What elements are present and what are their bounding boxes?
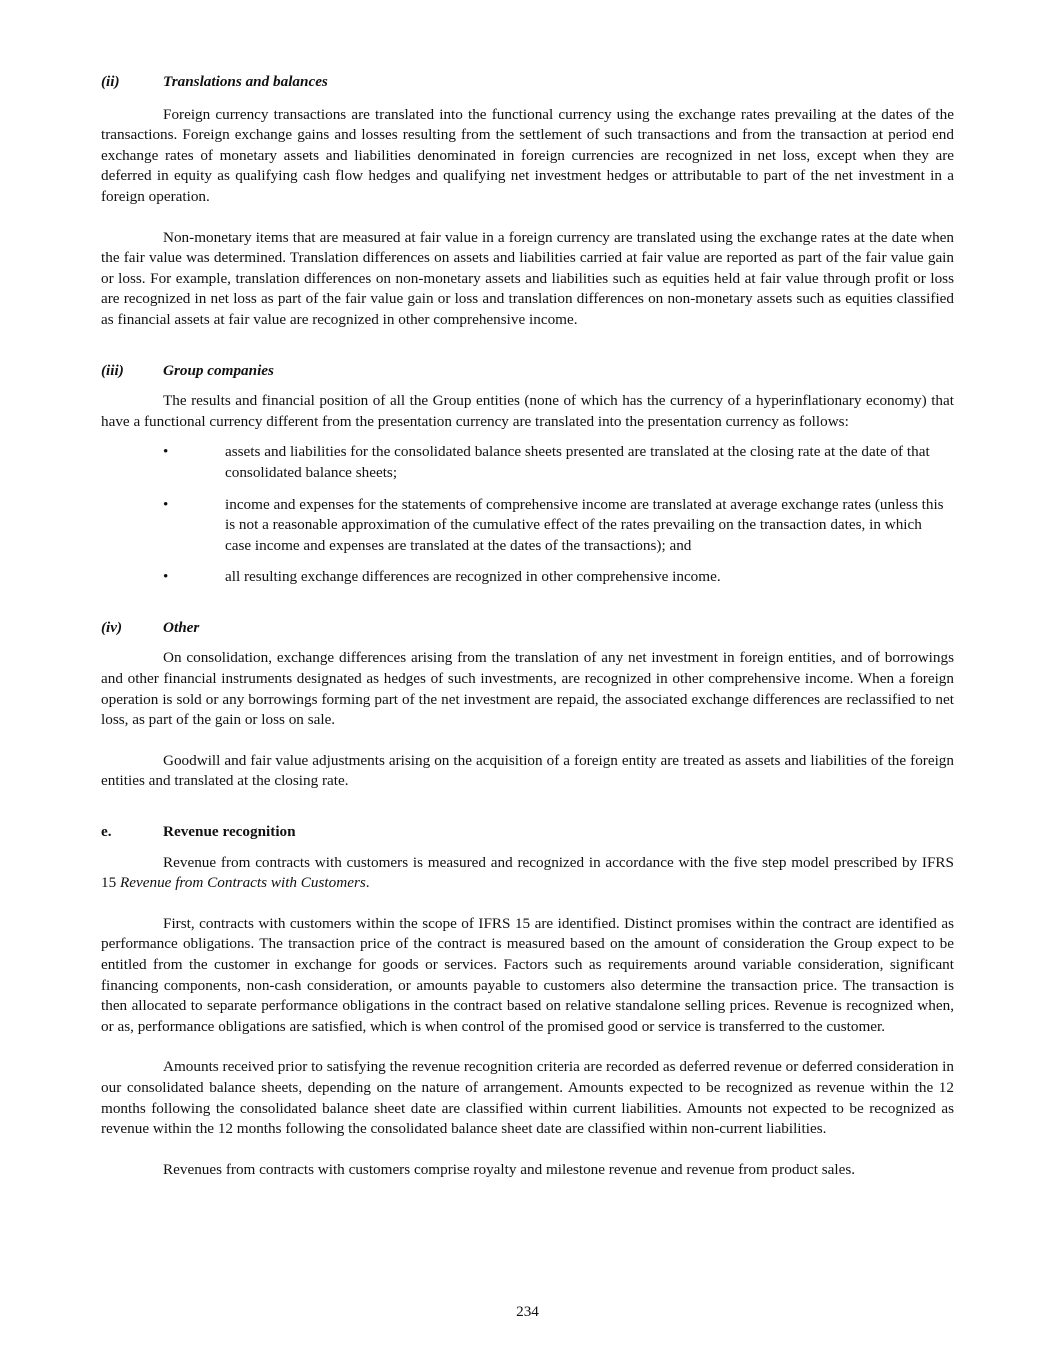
paragraph: The results and financial position of all the Group entities (none of which has the currency of a hyperinflationary economy) that have a functional currency different from the presentation currency are translated into the presentation currency as follows: bbox=[101, 392, 954, 430]
paragraph-text: Revenue from contracts with customers is measured and recognized in accordance with the five step model prescribed by IFRS 15 bbox=[101, 853, 954, 892]
bullet-text: assets and liabilities for the consolidated balance sheets presented are translated at the closing rate at the date of that consolidated balance sheets; bbox=[225, 443, 930, 481]
bullet-marker: • bbox=[163, 495, 169, 513]
paragraph: Revenues from contracts with customers comprise royalty and milestone revenue and revenue from product sales. bbox=[163, 1160, 856, 1178]
section-title: Other bbox=[163, 618, 200, 636]
standard-title: Revenue from Contracts with Customers bbox=[119, 874, 366, 892]
paragraph: First, contracts with customers within the scope of IFRS 15 are identified. Distinct promises within the contract are identified as performance obligations. The transaction price of the contract is measured based on the amount of consideration the Group expect to be entitled from the customer in exchange for goods or services. Factors such as requirements around variable consideration, significant financing components, non-cash consideration, or amounts payable to customers also determine the transaction price. The transaction is then allocated to separate performance obligations in the contract based on relative standalone selling prices. Revenue is recognized when, or as, performance obligations are satisfied, which is when control of the promised good or service is transferred to the customer. bbox=[101, 914, 954, 1035]
bullet-item bbox=[101, 567, 954, 588]
paragraph bbox=[101, 853, 954, 894]
section-title: Group companies bbox=[163, 361, 274, 379]
paragraph: Non-monetary items that are measured at fair value in a foreign currency are translated using the exchange rates at the date when the fair value was determined. Translation differences on assets and liabilities carried at fair value are reported as part of the fair value gain or loss. For example, translation differences on non-monetary assets and liabilities such as equities held at fair value through profit or loss are recognized in net loss as part of the fair value gain or loss and translation differences on non-monetary assets such as equities classified as financial assets at fair value are recognized in other comprehensive income. bbox=[101, 228, 954, 328]
section-heading-other bbox=[101, 618, 954, 639]
bullet-marker: • bbox=[163, 568, 169, 586]
paragraph: Amounts received prior to satisfying the revenue recognition criteria are recorded as deferred revenue or deferred consideration in our consolidated balance sheets, depending on the nature of arrangement. Amounts expected to be recognized as revenue within the 12 months following the consolidated balance sheet date are classified within current liabilities. Amounts not expected to be recognized as revenue within the 12 months following the consolidated balance sheet date are classified within non-current liabilities. bbox=[101, 1058, 954, 1138]
section-heading-group-companies bbox=[101, 361, 954, 382]
section-number: (ii) bbox=[101, 73, 120, 90]
section-heading-revenue-recognition bbox=[101, 822, 954, 843]
section-title: Translations and balances bbox=[163, 73, 328, 90]
section-number: (iv) bbox=[101, 618, 123, 636]
section-title: Revenue recognition bbox=[163, 823, 296, 841]
bullet-marker: • bbox=[163, 443, 169, 461]
bullet-item bbox=[101, 442, 954, 483]
document-page bbox=[101, 72, 954, 1180]
paragraph: Goodwill and fair value adjustments arising on the acquisition of a foreign entity are treated as assets and liabilities of the foreign entities and translated at the closing rate. bbox=[101, 751, 954, 790]
bullet-item bbox=[101, 495, 954, 557]
section-number: e. bbox=[101, 823, 112, 841]
paragraph-text: . bbox=[365, 874, 370, 892]
section-number: (iii) bbox=[101, 361, 124, 379]
paragraph: On consolidation, exchange differences arising from the translation of any net investment in foreign entities, and of borrowings and other financial instruments designated as hedges of such investments, are recognized in other comprehensive income. When a foreign operation is sold or any borrowings forming part of the net investment are repaid, the associated exchange differences are reclassified to net loss, as part of the gain or loss on sale. bbox=[101, 649, 954, 729]
section-heading-translations bbox=[101, 72, 954, 93]
paragraph: Foreign currency transactions are translated into the functional currency using the exchange rates prevailing at the dates of the transactions. Foreign exchange gains and losses resulting from the settlement of such transactions and from the transaction at period end exchange rates of monetary assets and liabilities denominated in foreign currencies are recognized in net loss, except when they are deferred in equity as qualifying cash flow hedges and qualifying net investment hedges or attributable to part of the net investment in a foreign operation. bbox=[101, 105, 954, 205]
page-number: 234 bbox=[516, 1303, 539, 1320]
bullet-text: income and expenses for the statements of comprehensive income are translated at average exchange rates (unless this is not a reasonable approximation of the cumulative effect of the rates prevailing on the transaction dates, in which case income and expenses are translated at the dates of the transactions); and bbox=[225, 495, 944, 554]
bullet-text: all resulting exchange differences are recognized in other comprehensive income. bbox=[225, 568, 721, 586]
